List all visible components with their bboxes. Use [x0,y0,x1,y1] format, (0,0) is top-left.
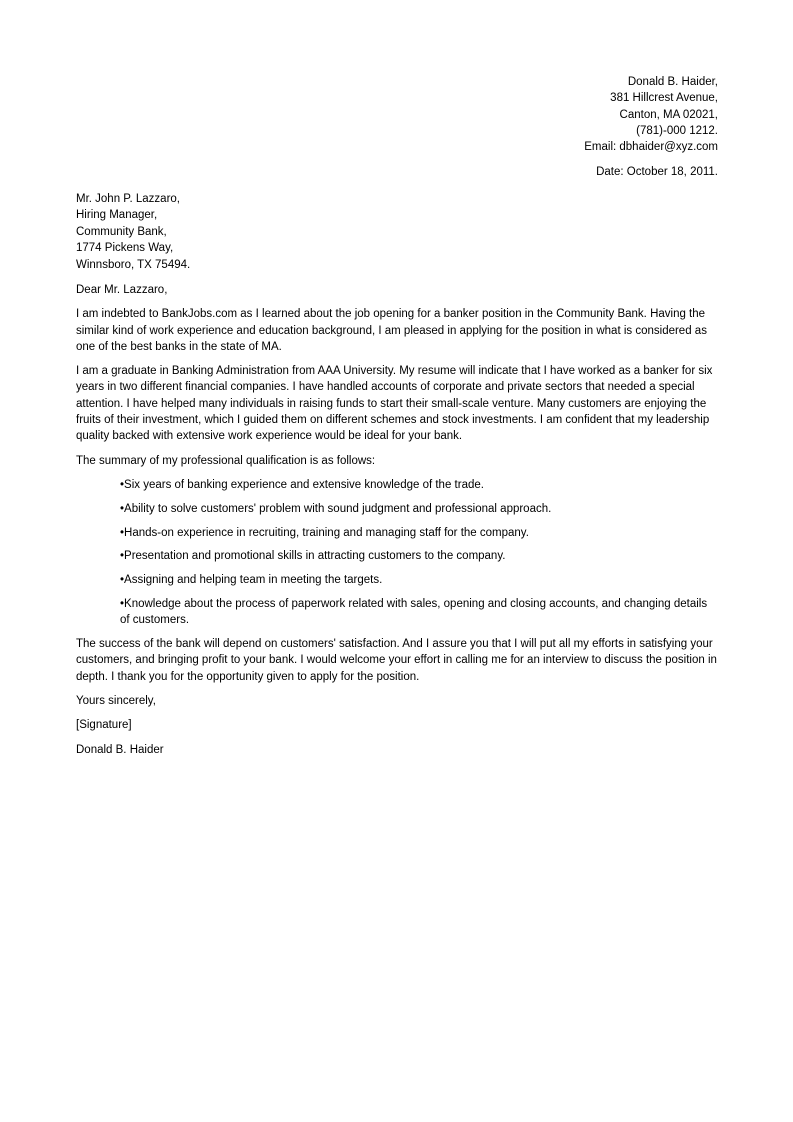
recipient-company: Community Bank, [76,225,167,238]
sender-city: Canton, MA 02021, [619,108,718,121]
recipient-title: Hiring Manager, [76,209,158,222]
list-item [120,572,718,588]
list-item [120,548,718,564]
paragraph-background: I am a graduate in Banking Administration from AAA University. My resume will indicate that I have worked as a banker for six years in two different financial companies. I have handled accounts of corporate and private sectors that needed a special attention. I have helped many individuals in raising funds to start their small-scale venture. Many customers are enjoying the fruits of their investment, which I guided them on different schemes and stock investments. I am confident that my leadership quality backed with extensive work experience would be ideal for your bank. [76,365,713,443]
bullet-icon: • [120,478,125,491]
qualification-text: Six years of banking experience and extensive knowledge of the trade. [124,478,484,491]
qualification-list [76,477,718,629]
list-item [120,525,718,541]
bullet-icon: • [120,597,125,610]
list-item [120,596,718,629]
paragraph-summary-lead: The summary of my professional qualification is as follows: [76,454,376,467]
bullet-icon: • [120,550,125,563]
letter-date: Date: October 18, 2011. [596,166,718,178]
qualification-text: Hands-on experience in recruiting, training and managing staff for the company. [124,526,529,539]
sender-street: 381 Hillcrest Avenue, [610,92,718,105]
sender-address-block [584,74,718,155]
list-item [120,477,718,493]
list-item [120,501,718,517]
bullet-icon: • [120,502,125,515]
sender-name: Donald B. Haider, [627,76,718,88]
sign-off: Yours sincerely, [76,694,156,707]
salutation: Dear Mr. Lazzaro, [76,284,168,296]
qualification-text: Knowledge about the process of paperwork related with sales, opening and closing accounts, and changing details of customers. [120,597,708,627]
paragraph-closing: The success of the bank will depend on customers' satisfaction. And I assure you that I will put all my efforts in satisfying your customers, and bringing profit to your bank. I would welcome your effort in calling me for an interview to discuss the position in depth. I thank you for the opportunity given to apply for the position. [76,638,717,683]
recipient-street: 1774 Pickens Way, [76,242,174,255]
sender-phone: (781)-000 1212. [636,124,718,137]
paragraph-intro: I am indebted to BankJobs.com as I learned about the job opening for a banker position in the Community Bank. Having the similar kind of work experience and education background, I am pleased in applying for the position in what is considered as one of the best banks in the state of MA. [76,308,707,353]
bullet-icon: • [120,526,125,539]
qualification-text: Ability to solve customers' problem with sound judgment and professional approach. [124,502,552,515]
sender-email: Email: dbhaider@xyz.com [584,141,718,154]
closing-block [76,636,718,758]
qualification-text: Presentation and promotional skills in attracting customers to the company. [124,550,506,563]
signature-placeholder: [Signature] [76,719,132,732]
letter-body [76,282,718,766]
qualification-text: Assigning and helping team in meeting the targets. [124,574,383,587]
bullet-icon: • [120,574,125,587]
recipient-city: Winnsboro, TX 75494. [76,258,191,271]
signer-name: Donald B. Haider [76,743,164,756]
recipient-address-block [76,191,190,273]
recipient-name: Mr. John P. Lazzaro, [76,193,180,205]
